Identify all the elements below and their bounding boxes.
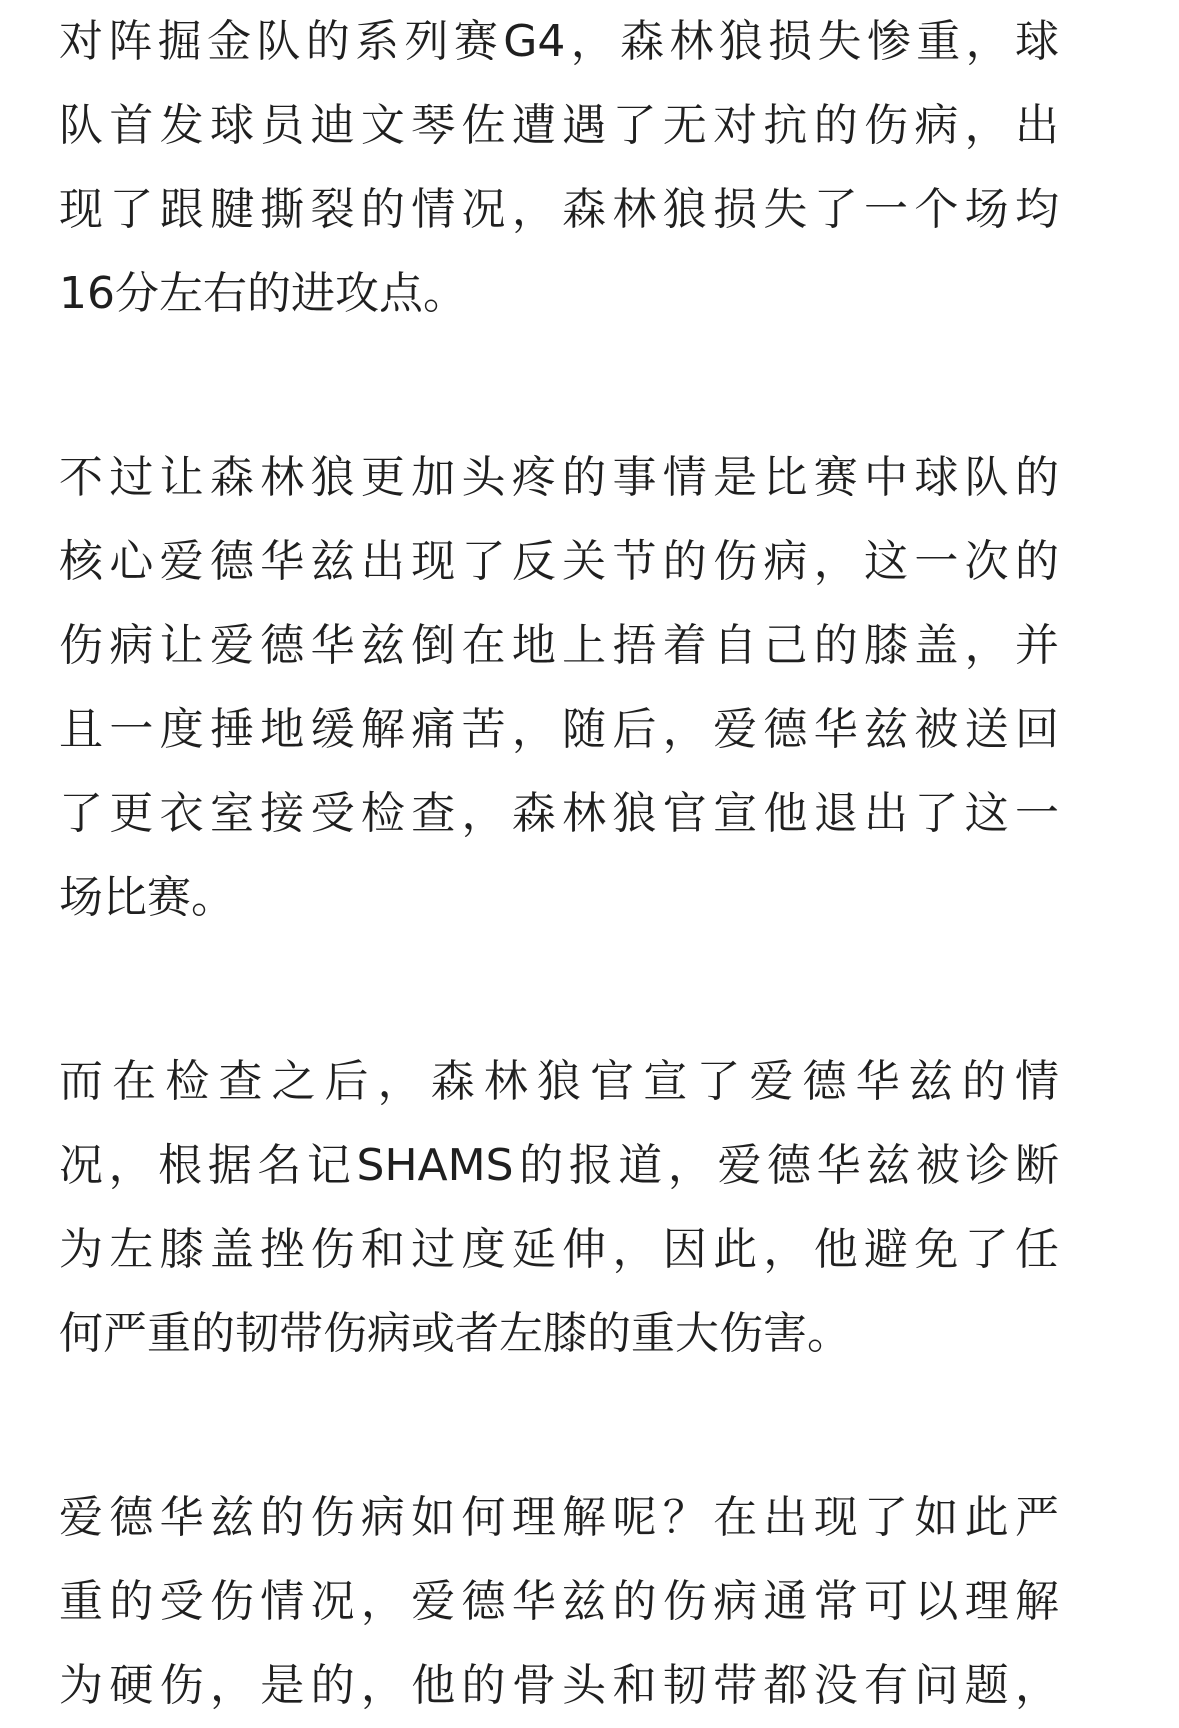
paragraph-line: 伤病让爱德华兹倒在地上捂着自己的膝盖，并 — [59, 620, 1059, 671]
paragraph-line: 为左膝盖挫伤和过度延伸，因此，他避免了任 — [59, 1224, 1059, 1275]
paragraph-line: 场比赛。 — [59, 872, 235, 923]
paragraph-line: 为硬伤，是的，他的骨头和韧带都没有问题， — [59, 1660, 1059, 1711]
paragraph-line: 况，根据名记SHAMS的报道，爱德华兹被诊断 — [59, 1140, 1059, 1191]
paragraph-gap — [59, 1376, 1059, 1476]
paragraph-line: 何严重的韧带伤病或者左膝的重大伤害。 — [59, 1308, 851, 1359]
paragraph-line: 对阵掘金队的系列赛G4，森林狼损失惨重，球 — [59, 16, 1059, 67]
paragraph-line: 爱德华兹的伤病如何理解呢？在出现了如此严 — [59, 1492, 1059, 1543]
paragraph-3 — [59, 1040, 1059, 1376]
paragraph-2 — [59, 436, 1059, 940]
paragraph-line: 而在检查之后，森林狼官宣了爱德华兹的情 — [59, 1056, 1059, 1107]
paragraph-line: 且一度捶地缓解痛苦，随后，爱德华兹被送回 — [59, 704, 1059, 755]
paragraph-gap — [59, 336, 1059, 436]
paragraph-line: 现了跟腱撕裂的情况，森林狼损失了一个场均 — [59, 184, 1059, 235]
paragraph-line: 了更衣室接受检查，森林狼官宣他退出了这一 — [59, 788, 1059, 839]
paragraph-line: 16分左右的进攻点。 — [59, 268, 467, 319]
paragraph-gap — [59, 940, 1059, 1040]
paragraph-line: 重的受伤情况，爱德华兹的伤病通常可以理解 — [59, 1576, 1059, 1627]
paragraph-line: 不过让森林狼更加头疼的事情是比赛中球队的 — [59, 452, 1059, 503]
paragraph-4 — [59, 1476, 1059, 1728]
paragraph-line: 核心爱德华兹出现了反关节的伤病，这一次的 — [59, 536, 1059, 587]
paragraph-1 — [59, 0, 1059, 336]
article-body — [59, 0, 1059, 1728]
paragraph-line: 队首发球员迪文琴佐遭遇了无对抗的伤病，出 — [59, 100, 1059, 151]
